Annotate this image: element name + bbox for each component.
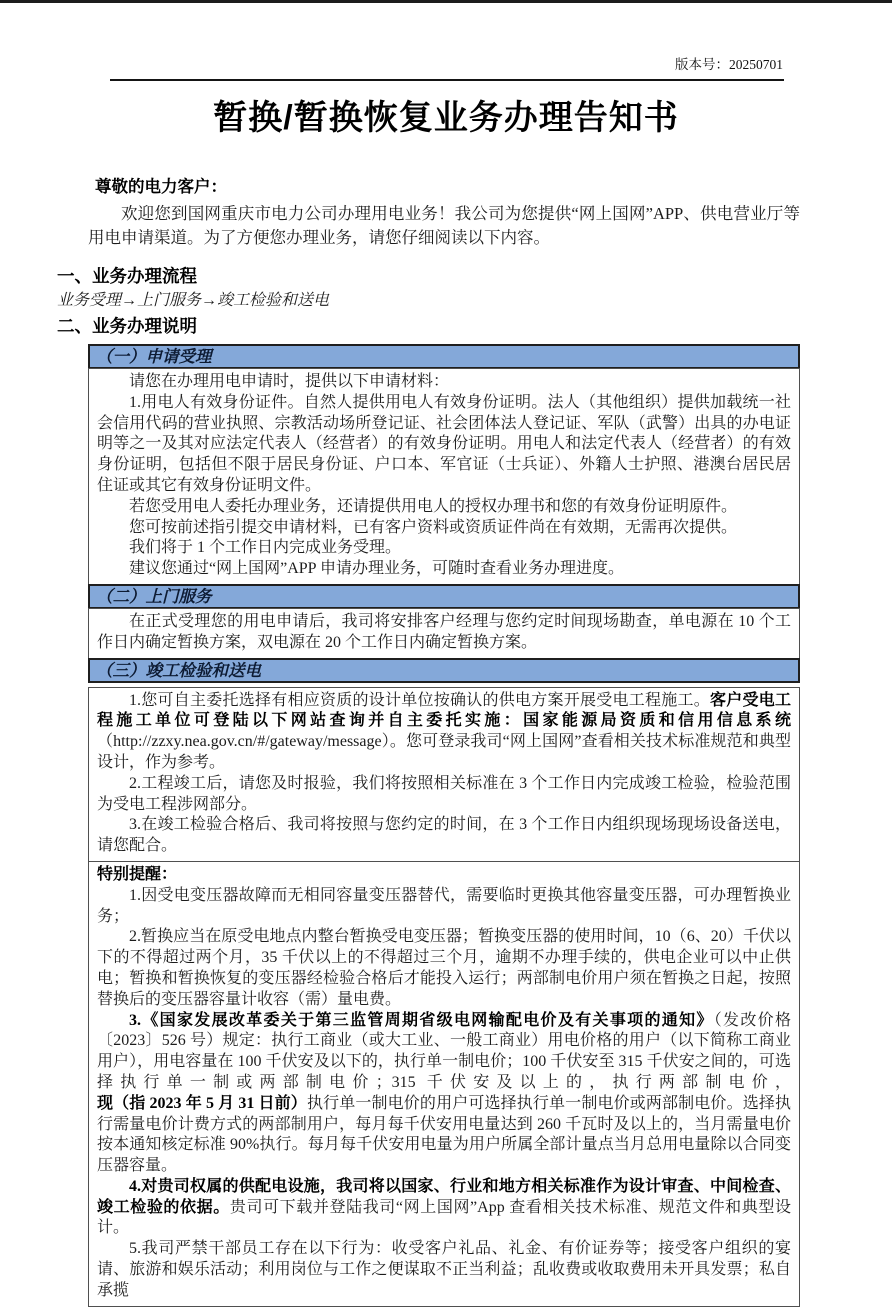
header-rule — [110, 79, 784, 81]
page-title: 暂换/暂换恢复业务办理告知书 — [213, 99, 679, 137]
special-notice-title: 特别提醒： — [97, 865, 178, 883]
subsection-header-onsite-service: （二）上门服务 — [88, 584, 800, 609]
subsection-body-inspection — [88, 687, 800, 862]
special-notice-item: 5.我司严禁干部员工存在以下行为：收受客户礼品、礼金、有价证券等；接受客户组织的宴请、旅游和娱乐活动；利用岗位与工作之便谋取不正当利益；乱收费或收取费用未开具发票；私自承揽 — [97, 1240, 791, 1299]
special-notice-item: 2.暂换应当在原受电地点内整台暂换受电变压器；暂换变压器的使用时间，10（6、20）千伏以下的不得超过两个月，35 千伏以上的不得超过三个月，逾期不办理手续的，供电企业可以中止供电；暂换和暂换恢复的变压器经检验合格后才能投入运行；两部制电价用户须在暂换之日起，按照替换后的变压器容量计收容（需）量电费。 — [97, 928, 791, 1008]
outline-heading-explanation: 二、业务办理说明 — [57, 316, 197, 336]
notice-paragraph: 3.在竣工检验合格后、我司将按照与您约定的时间，在 3 个工作日内组织现场现场设备送电，请您配合。 — [97, 816, 791, 855]
notice-paragraph: 请您在办理用电申请时，提供以下申请材料： — [129, 373, 450, 390]
special-notice-item: 4.对贵司权属的供配电设施，我司将以国家、行业和地方相关标准作为设计审查、中间检查、竣工检验的依据。贵司可下载并登陆我司“网上国网”App 查看相关技术标准、规范文件和典型设计。 — [97, 1177, 791, 1237]
notice-paragraph: 1.用电人有效身份证件。自然人提供用电人有效身份证明。法人（其他组织）提供加载统一社会信用代码的营业执照、宗教活动场所登记证、社会团体法人登记证、军队（武警）出具的办电证明等之一及其对应法定代表人（经营者）的有效身份证明。用电人和法定代表人（经营者）的有效身份证明，包括但不限于居民身份证、户口本、军官证（士兵证）、外籍人士护照、港澳台居民居住证或其它有效身份证明文件。 — [97, 393, 791, 494]
subsection-body-application — [88, 368, 800, 585]
notice-paragraph: 在正式受理您的用电申请后，我司将安排客户经理与您约定时间现场勘查，单电源在 10 个工作日内确定暂换方案，双电源在 20 个工作日内确定暂换方案。 — [97, 612, 791, 651]
notice-paragraph: 1.您可自主委托选择有相应资质的设计单位按确认的供电方案开展受电工程施工。客户受电工程施工单位可登陆以下网站查询并自主委托实施：国家能源局资质和信用信息系统（http://zzxy.nea.gov.cn/#/gateway/message）。您可登录我司“网上国网”查看相关技术标准规范和典型设计，作为参考。 — [97, 691, 791, 771]
subsection-body-onsite-service — [88, 608, 800, 659]
notice-paragraph: 若您受用电人委托办理业务，还请提供用电人的授权办理书和您的有效身份证明原件。 — [129, 497, 738, 515]
notice-paragraph: 我们将于 1 个工作日内完成业务受理。 — [129, 539, 402, 557]
notice-table — [88, 344, 800, 1307]
intro-paragraph: 欢迎您到国网重庆市电力公司办理用电业务！我公司为您提供“网上国网”APP、供电营业厅等用电申请渠道。为了方便您办理业务，请您仔细阅读以下内容。 — [88, 204, 800, 247]
version-number: 版本号：20250701 — [675, 57, 783, 72]
subsection-header-inspection: （三）竣工检验和送电 — [88, 658, 800, 683]
greeting: 尊敬的电力客户： — [95, 177, 227, 196]
special-notice-item: 1.因受电变压器故障而无相同容量变压器替代，需要临时更换其他容量变压器，可办理暂换业务； — [97, 886, 791, 925]
process-flow: 业务受理→上门服务→竣工检验和送电 — [57, 292, 330, 309]
special-notice — [88, 861, 800, 1307]
notice-paragraph: 建议您通过“网上国网”APP 申请办理业务，可随时查看业务办理进度。 — [129, 560, 624, 578]
special-notice-item: 3.《国家发展改革委关于第三监管周期省级电网输配电价及有关事项的通知》（发改价格〔2023〕526 号）规定：执行工商业（或大工业、一般工商业）用电价格的用户（以下简称工商业用户），用电容量在 100 千伏安及以下的，执行单一制电价；100 千伏安至 315 千伏安之间的，可选择执行单一制或两部制电价；315 千伏安及以上的，执行两部制电价，现（指 2023 年 5 月 31 日前）执行单一制电价的用户可选择执行单一制电价或两部制电价。选择执行需量电价计费方式的两部制用户，每月每千伏安用电量达到 260 千瓦时及以上的，当月需量电价按本通知核定标准 90%执行。每月每千伏安用电量为用户所属全部计量点当月总用电量除以合同变压器容量。 — [97, 1011, 791, 1175]
notice-paragraph: 2.工程竣工后，请您及时报验，我们将按照相关标准在 3 个工作日内完成竣工检验，检验范围为受电工程涉网部分。 — [97, 774, 791, 813]
outline-heading-process: 一、业务办理流程 — [57, 266, 197, 286]
top-border — [0, 0, 892, 3]
subsection-header-application: （一）申请受理 — [88, 344, 800, 369]
notice-paragraph: 您可按前述指引提交申请材料，已有客户资料或资质证件尚在有效期，无需再次提供。 — [129, 518, 738, 536]
